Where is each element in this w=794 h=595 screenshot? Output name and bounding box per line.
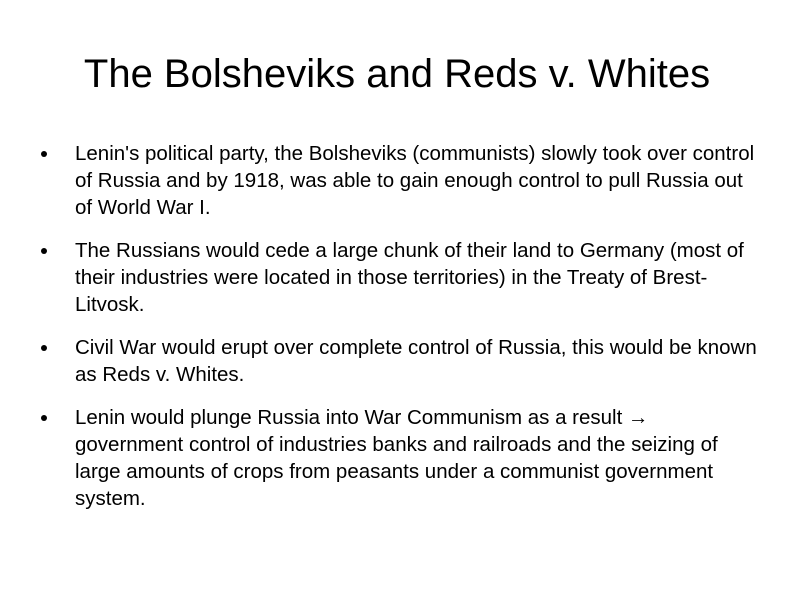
bullet-text: Lenin's political party, the Bolsheviks (communists) slowly took over control of Russia and by 1918, was able to gain enough control to pull Russia out of World War I. <box>75 142 755 219</box>
bullet-item <box>40 334 760 388</box>
bullet-item <box>40 140 760 221</box>
bullet-text: Lenin would plunge Russia into War Communism as a result → government control of industries banks and railroads and the seizing of large amounts of crops from peasants under a communist government system. <box>75 406 718 510</box>
bullet-item <box>40 404 760 512</box>
bullet-dot-icon <box>41 151 47 157</box>
bullet-dot-icon <box>41 248 47 254</box>
bullet-item <box>40 237 760 318</box>
slide-title: The Bolsheviks and Reds v. Whites <box>83 52 711 96</box>
bullet-text: Civil War would erupt over complete control of Russia, this would be known as Reds v. Whites. <box>75 336 757 386</box>
bullet-text: The Russians would cede a large chunk of their land to Germany (most of their industries were located in those territories) in the Treaty of Brest-Litvosk. <box>75 239 744 316</box>
bullet-list <box>40 140 760 528</box>
bullet-dot-icon <box>41 345 47 351</box>
bullet-dot-icon <box>41 415 47 421</box>
